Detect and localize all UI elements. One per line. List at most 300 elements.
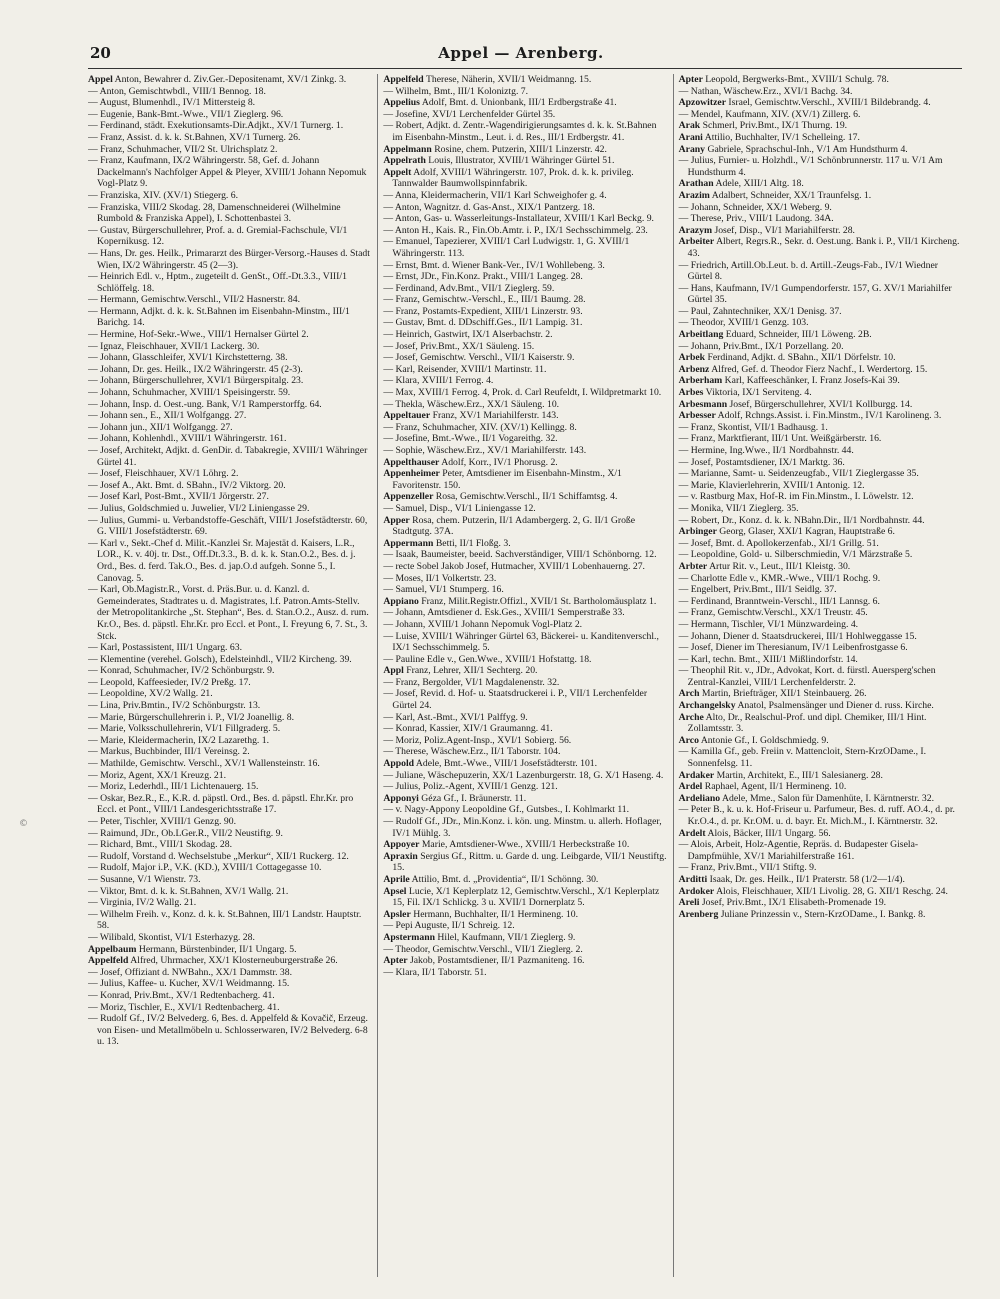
entry-text: — Isaak, Baumeister, beeid. Sachverständiger, VIII/1 Schönborng. 12. [383, 549, 657, 561]
directory-entry [88, 399, 371, 411]
directory-entry [383, 967, 666, 979]
directory-entry [88, 955, 371, 967]
directory-entry [383, 86, 666, 98]
entry-text: — Rudolf Gf., JDr., Min.Konz. i. kön. ung. Minstm. u. allerh. Hoflager, IV/1 Mühlg. 3. [383, 816, 662, 839]
entry-text: Antonie Gf., I. Goldschmiedg. 9. [700, 734, 829, 746]
directory-entry [679, 596, 962, 608]
directory-entry [679, 132, 962, 144]
entry-text: Hilel, Kaufmann, VII/1 Zieglerg. 9. [437, 931, 576, 943]
directory-entry [88, 445, 371, 468]
entry-text: — Klementine (verehel. Golsch), Edelsteinhdl., VII/2 Kircheng. 39. [88, 653, 352, 665]
entry-surname: Appl [383, 665, 404, 677]
directory-entry [88, 758, 371, 770]
entry-text: Attilio, Buchhalter, IV/1 Schelleing. 17. [704, 131, 860, 143]
entry-text: Adolf, Korr., IV/1 Phorusg. 2. [441, 456, 558, 468]
directory-entry [383, 874, 666, 886]
column-right [673, 74, 962, 1277]
entry-surname: Arbek [678, 352, 706, 364]
entry-surname: Arazym [678, 224, 713, 236]
directory-entry [88, 990, 371, 1002]
directory-entry [679, 120, 962, 132]
entry-text: Hermann, Buchhalter, II/1 Hermineng. 10. [413, 908, 578, 920]
directory-entry [679, 341, 962, 353]
directory-entry [88, 97, 371, 109]
entry-surname: Appenzeller [383, 491, 434, 503]
entry-surname: Arbter [678, 560, 708, 572]
directory-entry [88, 225, 371, 248]
entry-surname: Apsel [383, 885, 407, 897]
entry-text: — Julius, Furnier- u. Holzhdl., V/1 Schönbrunnerstr. 117 u. V/1 Am Hundsthurm 4. [678, 155, 943, 178]
directory-entry [383, 584, 666, 596]
directory-entry [679, 178, 962, 190]
entry-text: — Wilhelm Freih. v., Konz. d. k. k. St.Bahnen, III/1 Landstr. Hauptstr. 58. [88, 908, 362, 932]
directory-entry [383, 433, 666, 445]
directory-entry [679, 688, 962, 700]
directory-entry [679, 770, 962, 782]
entry-text: — Franziska, XIV. (XV/1) Stiegerg. 6. [88, 189, 239, 201]
directory-entry [679, 735, 962, 747]
entry-text: Lucie, X/1 Keplerplatz 12, Gemischtw.Verschl., X/1 Keplerplatz 15, Fil. IX/1 Schlickg. 3 u. XVII/1 Dornerplatz 5. [392, 885, 660, 909]
directory-entry [679, 74, 962, 86]
directory-entry [679, 445, 962, 457]
entry-surname: Apstermann [383, 931, 435, 943]
entry-surname: Appelfeld [88, 955, 129, 967]
entry-text: — Hermine, Hof-Sekr.-Wwe., VIII/1 Hernalser Gürtel 2. [88, 329, 309, 341]
directory-entry [679, 283, 962, 306]
directory-entry [383, 607, 666, 619]
entry-text: — Moriz, Poliz.Agent-Insp., XVI/1 Sobierg. 56. [383, 734, 572, 746]
entry-text: Anton, Bewahrer d. Ziv.Ger.-Depositenamt, XV/1 Zinkg. 3. [114, 74, 347, 85]
entry-text: — Viktor, Bmt. d. k. k. St.Bahnen, XV/1 Wallg. 21. [88, 885, 289, 897]
entry-text: — Rudolf, Vorstand d. Wechselstube „Merkur“, XII/1 Ruckerg. 12. [88, 850, 349, 862]
directory-entry [383, 352, 666, 364]
directory-entry [383, 758, 666, 770]
directory-entry [383, 167, 666, 190]
entry-text: — Josef, Diener im Theresianum, IV/1 Leibenfrostgasse 6. [678, 642, 908, 654]
directory-entry [679, 260, 962, 283]
entry-text: — Marie, Kleidermacherin, IX/2 Lazarethg. 1. [88, 734, 270, 746]
directory-entry [88, 746, 371, 758]
entry-surname: Apper [383, 514, 410, 526]
entry-surname: Arani [678, 131, 703, 143]
directory-entry [679, 607, 962, 619]
entry-text: Adalbert, Schneider, XX/1 Traunfelsg. 1. [711, 189, 872, 201]
directory-entry [383, 503, 666, 515]
entry-text: — Eugenie, Bank-Bmt.-Wwe., VII/1 Zieglerg. 96. [88, 108, 284, 120]
directory-entry [383, 515, 666, 538]
directory-entry [679, 236, 962, 259]
entry-text: — Nathan, Wäschew.Erz., XVI/1 Bachg. 34. [678, 85, 853, 97]
directory-entry [679, 329, 962, 341]
entry-text: — Hermann, Adjkt. d. k. k. St.Bahnen im Eisenbahn-Minstm., III/1 Barichg. 14. [88, 305, 350, 329]
directory-entry [88, 642, 371, 654]
entry-surname: Appelbaum [88, 943, 137, 955]
entry-text: — Kamilla Gf., geb. Freiin v. Mattencloit, Stern-KrzODame., I. Sonnenfelsg. 11. [678, 746, 927, 770]
directory-entry [679, 828, 962, 840]
directory-entry [679, 213, 962, 225]
directory-entry [679, 109, 962, 121]
entry-text: Adele, Mme., Salon für Damenhüte, I. Kärntnerstr. 32. [722, 792, 934, 804]
entry-surname: Arditti [678, 873, 708, 885]
entry-text: Géza Gf., I. Bräunerstr. 11. [421, 792, 527, 804]
entry-text: Viktoria, IX/1 Serviteng. 4. [705, 387, 812, 399]
directory-entry [679, 712, 962, 735]
directory-entry [383, 920, 666, 932]
entry-surname: Arberham [678, 375, 723, 387]
entry-text: — Josef, Offiziant d. NWBahn., XX/1 Dammstr. 38. [88, 966, 293, 978]
directory-entry [679, 619, 962, 631]
directory-entry [679, 886, 962, 898]
entry-text: — Hans, Dr. ges. Heilk., Primararzt des Bürger-Versorg.-Hauses d. Stadt Wien, IX/2 Währingerstr. 45 (2—3). [88, 247, 370, 271]
directory-entry [383, 573, 666, 585]
entry-text: — Franz, Schuhmacher, VII/2 St. Ulrichsplatz 2. [88, 143, 278, 155]
directory-entry [88, 909, 371, 932]
directory-entry [679, 433, 962, 445]
entry-text: — Luise, XVIII/1 Währinger Gürtel 63, Bäckerei- u. Kanditenverschl., IX/1 Sechsschimmelg. 5. [383, 630, 659, 654]
entry-text: — Rudolf, Major i.P., V.K. (KD.), XVIII/1 Cottagegasse 10. [88, 862, 322, 874]
entry-text: — Josef, Architekt, Adjkt. d. GenDir. d. Tabakregie, XVIII/1 Währinger Gürtel 41. [88, 445, 368, 468]
entry-text: — Hermann, Tischler, VI/1 Münzwardeing. 4. [678, 618, 859, 630]
entry-surname: Arbesser [678, 410, 716, 422]
directory-page [80, 42, 962, 1277]
entry-text: — Anton H., Kais. R., Fin.Ob.Amtr. i. P., IX/1 Sechsschimmelg. 23. [383, 224, 648, 236]
entry-text: Josef, Disp., VI/1 Mariahilferstr. 28. [714, 224, 855, 236]
entry-text: — Hermann, Gemischtw.Verschl., VII/2 Hasnerstr. 84. [88, 294, 301, 306]
directory-entry [383, 155, 666, 167]
header-rule [88, 68, 962, 69]
entry-text: — Klara, XVIII/1 Ferrog. 4. [383, 375, 494, 387]
entry-text: — Friedrich, Artill.Ob.Leut. b. d. Artill.-Zeugs-Fab., IV/1 Wiedner Gürtel 8. [678, 259, 938, 283]
directory-entry [383, 491, 666, 503]
entry-surname: Appeltauer [383, 410, 431, 422]
directory-entry [679, 839, 962, 862]
running-head: Appel — Arenberg. [438, 44, 604, 62]
directory-entry [679, 225, 962, 237]
directory-entry [88, 1013, 371, 1048]
entry-text: — Johann, Bürgerschullehrer, XVI/1 Bürgerspitalg. 23. [88, 375, 304, 387]
directory-entry [88, 387, 371, 399]
entry-text: Jakob, Postamtsdiener, II/1 Pazmaniteng. 16. [409, 955, 585, 967]
directory-entry [383, 688, 666, 711]
directory-entry [383, 341, 666, 353]
column-middle [377, 74, 666, 1277]
entry-surname: Apponyi [383, 792, 419, 804]
entry-text: Betti, II/1 Floßg. 3. [435, 537, 511, 549]
directory-entry [88, 86, 371, 98]
directory-entry [88, 422, 371, 434]
entry-text: — Raimund, JDr., Ob.LGer.R., VII/2 Neustiftg. 9. [88, 827, 283, 839]
entry-text: — Richard, Bmt., VIII/1 Skodag. 28. [88, 839, 233, 851]
entry-text: — Pauline Edle v., Gen.Wwe., XVIII/1 Hofstattg. 18. [383, 653, 592, 665]
entry-text: — Johann, Kohlenhdl., XVIII/1 Währingerstr. 161. [88, 433, 287, 445]
directory-entry [679, 364, 962, 376]
directory-entry [88, 944, 371, 956]
directory-entry [88, 515, 371, 538]
directory-entry [383, 144, 666, 156]
entry-text: — Moriz, Tischler, E., XVI/1 Redtenbacherg. 41. [88, 1001, 280, 1013]
entry-text: Eduard, Schneider, III/1 Löweng. 2B. [725, 329, 872, 341]
page-number: 20 [90, 44, 111, 62]
directory-entry [88, 677, 371, 689]
directory-entry [383, 445, 666, 457]
directory-entry [383, 712, 666, 724]
entry-text: — Charlotte Edle v., KMR.-Wwe., VIII/1 Rochg. 9. [678, 572, 881, 584]
directory-entry [679, 202, 962, 214]
entry-text: — Johann jun., XII/1 Wolfgangg. 27. [88, 421, 233, 433]
directory-entry [383, 793, 666, 805]
directory-entry [88, 781, 371, 793]
directory-entry [383, 944, 666, 956]
directory-entry [88, 155, 371, 190]
entry-text: — Klara, II/1 Taborstr. 51. [383, 966, 487, 978]
entry-text: Peter, Amtsdiener im Eisenbahn-Minstm., X/1 Favoritenstr. 150. [392, 468, 622, 491]
directory-entry [383, 410, 666, 422]
entry-text: — Johann, Dr. ges. Heilk., IX/2 Währingerstr. 45 (2-3). [88, 363, 303, 375]
directory-entry [383, 619, 666, 631]
directory-entry [679, 909, 962, 921]
entry-text: Alois, Bäcker, III/1 Ungarg. 56. [707, 827, 831, 839]
entry-surname: Appenheimer [383, 468, 440, 480]
entry-text: Ferdinand, Adjkt. d. SBahn., XII/1 Dörfelstr. 10. [707, 352, 896, 364]
entry-text: — Karl v., Sekt.-Chef d. Milit.-Kanzlei Sr. Majestät d. Kaisers, L.R., LOR., K. v. 40j. tr. Dst., Off.Dt.3.3., B. d. k. k. Stan.O.2., Bes. d. j. Ord., Bes. d. ferd. Tak.O., Bes. d. jap.O.d aufgeh. Sonne 5., I. Canovag. 5. [88, 537, 356, 584]
directory-entry [88, 700, 371, 712]
entry-text: — Hermine, Ing.Wwe., II/1 Nordbahnstr. 44. [678, 445, 854, 456]
entry-text: — Monika, VII/1 Zieglerg. 35. [678, 502, 799, 514]
entry-surname: Arbeiter [678, 236, 715, 248]
directory-entry [679, 561, 962, 573]
columns [88, 74, 962, 1277]
entry-surname: Arbes [678, 387, 704, 399]
entry-text: — Therese, Priv., VIII/1 Laudong. 34A. [678, 213, 834, 225]
entry-text: — Karl, Reisender, XVIII/1 Martinstr. 11. [383, 363, 547, 375]
directory-entry [679, 387, 962, 399]
entry-text: — Virginia, IV/2 Wallg. 21. [88, 897, 197, 909]
directory-entry [88, 665, 371, 677]
directory-entry [679, 746, 962, 769]
entry-text: Schmerl, Priv.Bmt., IX/1 Thurng. 19. [702, 120, 848, 132]
directory-entry [679, 468, 962, 480]
directory-entry [88, 120, 371, 132]
entry-text: Adolf, Bmt. d. Unionbank, III/1 Erdbergstraße 41. [421, 97, 617, 109]
entry-surname: Appelrath [383, 155, 426, 167]
directory-entry [88, 967, 371, 979]
directory-entry [679, 86, 962, 98]
entry-text: Rosa, chem. Putzerin, II/1 Adambergerg. 2, G. II/1 Große Stadtgutg. 37A. [392, 514, 636, 538]
entry-surname: Apter [678, 74, 703, 85]
entry-surname: Arany [678, 143, 706, 155]
directory-entry [88, 723, 371, 735]
directory-entry [679, 375, 962, 387]
directory-entry [679, 654, 962, 666]
directory-entry [383, 816, 666, 839]
entry-text: Isaak, Dr. ges. Heilk., II/1 Praterstr. 58 (1/2—1/4). [709, 873, 905, 885]
entry-surname: Archangelsky [678, 700, 736, 712]
entry-text: Anatol, Psalmensänger und Diener d. russ. Kirche. [737, 700, 934, 712]
entry-text: — Johann, Schuhmacher, XVIII/1 Speisingerstr. 59. [88, 387, 291, 399]
directory-entry [679, 862, 962, 874]
directory-entry [679, 700, 962, 712]
entry-text: Raphael, Agent, II/1 Hermineng. 10. [704, 781, 847, 793]
directory-entry [679, 422, 962, 434]
entry-text: — Josef, Fleischhauer, XV/1 Löhrg. 2. [88, 468, 239, 480]
entry-text: — Josefine, Bmt.-Wwe., II/1 Vogareithg. 32. [383, 433, 558, 445]
entry-text: — Gustav, Bmt. d. DDschiff.Ges., II/1 Lampig. 31. [383, 317, 583, 329]
entry-text: — Hans, Kaufmann, IV/1 Gumpendorferstr. 157, G. XV/1 Mariahilfer Gürtel 35. [678, 282, 952, 306]
entry-surname: Appelius [383, 97, 420, 109]
entry-text: — Franz, Bergolder, VI/1 Magdalenenstr. 32. [383, 676, 560, 688]
entry-text: — Marie, Volksschullehrerin, VI/1 Fillgraderg. 5. [88, 723, 281, 735]
directory-entry [679, 480, 962, 492]
directory-entry [679, 665, 962, 688]
directory-entry [88, 538, 371, 584]
directory-entry [88, 468, 371, 480]
entry-text: — Julius, Goldschmied u. Juwelier, VI/2 Liniengasse 29. [88, 502, 310, 514]
directory-entry [383, 375, 666, 387]
entry-surname: Appel [88, 74, 113, 85]
entry-text: — Ferdinand, Branntwein-Verschl., III/1 Lannsg. 6. [678, 595, 880, 607]
entry-text: — Franziska, VIII/2 Skodag. 28, Damenschneiderei (Wilhelmine Rumbold & Franziska Appel), I. Schottenbastei 3. [88, 201, 341, 225]
entry-text: — Johann, Amtsdiener d. Esk.Ges., XVIII/1 Semperstraße 33. [383, 607, 625, 619]
directory-entry [383, 955, 666, 967]
entry-text: — Wilhelm, Bmt., III/1 Koloniztg. 7. [383, 85, 529, 97]
entry-text: Josef, Bürgerschullehrer, XVI/1 Kollburgg. 14. [729, 398, 913, 410]
entry-text: — Anton, Wagnitzr. d. Gas-Anst., XIX/1 Pantzerg. 18. [383, 201, 595, 213]
directory-entry [88, 410, 371, 422]
entry-text: — Johann, Schneider, XX/1 Weberg. 9. [678, 201, 832, 213]
entry-text: Alfred, Gef. d. Theodor Fierz Nachf., I. Werdertorg. 15. [711, 363, 928, 375]
entry-text: — Mathilde, Gemischtw. Verschl., XV/1 Wallensteinstr. 16. [88, 758, 320, 770]
entry-surname: Arak [678, 120, 701, 132]
entry-text: — Juliane, Wäschepuzerin, XX/1 Lazenburgerstr. 18, G. X/1 Haseng. 4. [383, 769, 664, 781]
entry-surname: Appermann [383, 537, 434, 549]
directory-entry [88, 271, 371, 294]
entry-text: — Engelbert, Priv.Bmt., III/1 Seidlg. 37. [678, 584, 837, 596]
directory-entry [679, 503, 962, 515]
directory-entry [383, 561, 666, 573]
entry-text: — Konrad, Schuhmacher, IV/2 Schönburgstr. 9. [88, 665, 275, 677]
directory-entry [383, 746, 666, 758]
directory-entry [88, 433, 371, 445]
directory-entry [383, 804, 666, 816]
entry-text: — Josef, Revid. d. Hof- u. Staatsdruckerei i. P., VII/1 Lerchenfelder Gürtel 24. [383, 688, 648, 712]
entry-text: — Karl, techn. Bmt., XIII/1 Mißlindorfstr. 14. [678, 653, 858, 665]
entry-text: Adele, XIII/1 Altg. 18. [715, 178, 804, 190]
directory-entry [88, 352, 371, 364]
entry-text: — Max, XVIII/1 Ferrog. 4, Prok. d. Carl Reufeldt, I. Wildpretmarkt 10. [383, 387, 662, 399]
entry-text: — Franz, Marktfierant, III/1 Unt. Weißgärberstr. 16. [678, 433, 882, 445]
entry-text: — Franz, Schuhmacher, XIV. (XV/1) Kellingg. 8. [383, 421, 577, 433]
entry-surname: Arch [678, 688, 700, 700]
entry-surname: Arathan [678, 178, 714, 190]
directory-entry [88, 132, 371, 144]
directory-entry [679, 642, 962, 654]
entry-text: Juliane Prinzessin v., Stern-KrzODame., I. Bankg. 8. [720, 908, 926, 920]
directory-entry [679, 515, 962, 527]
entry-text: — Johann, Diener d. Staatsdruckerei, III/1 Hohlweggasse 15. [678, 630, 917, 642]
directory-entry [383, 770, 666, 782]
entry-text: — Robert, Dr., Konz. d. k. k. NBahn.Dir., II/1 Nordbahnstr. 44. [678, 514, 925, 526]
directory-entry [679, 144, 962, 156]
entry-text: — Konrad, Kassier, XIV/1 Graumanng. 41. [383, 723, 553, 735]
entry-text: — Franz, Skontist, VII/1 Badhausg. 1. [678, 421, 828, 433]
directory-entry [383, 468, 666, 491]
directory-entry [679, 897, 962, 909]
entry-text: — Johann, Insp. d. Oest.-ung. Bank, V/1 Ramperstorffg. 64. [88, 398, 322, 410]
entry-text: — Susanne, V/1 Wienstr. 73. [88, 873, 201, 885]
entry-surname: Appold [383, 758, 415, 770]
directory-entry [88, 828, 371, 840]
entry-text: — Ernst, Bmt. d. Wiener Bank-Ver., IV/1 Wohllebeng. 3. [383, 259, 605, 271]
entry-text: — Josef, Gemischtw. Verschl., VII/1 Kaiserstr. 9. [383, 352, 575, 364]
entry-text: Sergius Gf., Rittm. u. Garde d. ung. Leibgarde, VII/1 Neustiftg. 15. [392, 850, 667, 874]
entry-surname: Arenberg [678, 908, 719, 920]
directory-entry [383, 723, 666, 735]
entry-text: Karl, Kaffeeschänker, I. Franz Josefs-Kai 39. [724, 375, 900, 387]
directory-entry [88, 480, 371, 492]
entry-text: — Josef A., Akt. Bmt. d. SBahn., IV/2 Viktorg. 20. [88, 479, 286, 491]
entry-text: — Johann, Priv.Bmt., IX/1 Porzellang. 20. [678, 340, 844, 352]
entry-surname: Arbenz [678, 363, 710, 375]
directory-entry [88, 851, 371, 863]
entry-surname: Arbeitlang [678, 329, 724, 341]
entry-text: — Franz, Assist. d. k. k. St.Bahnen, XV/1 Turnerg. 26. [88, 131, 301, 143]
directory-entry [88, 770, 371, 782]
directory-entry [383, 306, 666, 318]
entry-text: Rosa, Gemischtw.Verschl., II/1 Schiffamtsg. 4. [435, 491, 618, 503]
entry-text: — Karl, Postassistent, III/1 Ungarg. 63. [88, 642, 242, 654]
directory-entry [88, 862, 371, 874]
entry-text: — Ferdinand, Adv.Bmt., VII/1 Zieglerg. 59. [383, 282, 555, 294]
entry-text: — recte Sobel Jakob Josef, Hutmacher, XVIII/1 Lobenhauerng. 27. [383, 560, 645, 572]
entry-surname: Appiano [383, 595, 419, 607]
entry-text: — Josef, Priv.Bmt., XX/1 Säuleng. 15. [383, 340, 535, 352]
directory-entry [679, 631, 962, 643]
entry-surname: Ardoker [678, 885, 715, 897]
entry-text: Albert, Regrs.R., Sekr. d. Oest.ung. Bank i. P., VII/1 Kircheng. 43. [687, 236, 960, 259]
directory-entry [383, 260, 666, 272]
directory-entry [383, 654, 666, 666]
directory-entry [88, 144, 371, 156]
directory-entry [88, 816, 371, 828]
directory-entry [383, 596, 666, 608]
directory-entry [88, 294, 371, 306]
entry-surname: Apsler [383, 908, 411, 920]
entry-surname: Arco [678, 734, 699, 746]
directory-entry [88, 712, 371, 724]
directory-entry [88, 932, 371, 944]
directory-entry [383, 457, 666, 469]
entry-surname: Ardel [678, 781, 703, 793]
directory-entry [383, 317, 666, 329]
entry-text: — Marie, Klavierlehrerin, XVIII/1 Antonig. 12. [678, 479, 865, 491]
directory-entry [88, 688, 371, 700]
entry-text: — Josef Karl, Post-Bmt., XVII/1 Jörgerstr. 27. [88, 491, 269, 503]
entry-text: Attilio, Bmt. d. „Providentia“, II/1 Schönng. 30. [411, 873, 599, 885]
entry-text: — Franz, Kaufmann, IX/2 Währingerstr. 58, Gef. d. Johann Dackelmann's Nachfolger Appel & Pleyer, XVIII/1 Johann Nepomuk Vogl-Platz 9. [88, 155, 367, 190]
directory-entry [383, 932, 666, 944]
entry-text: — Samuel, Disp., VI/1 Liniengasse 12. [383, 502, 536, 514]
entry-surname: Apraxin [383, 850, 418, 862]
entry-text: — Leopoldine, XV/2 Wallg. 21. [88, 688, 213, 700]
entry-text: — Gustav, Bürgerschullehrer, Prof. a. d. Gremial-Fachschule, VI/1 Kopernikusg. 12. [88, 224, 348, 248]
directory-entry [679, 491, 962, 503]
directory-entry [88, 329, 371, 341]
entry-text: — Theodor, Gemischtw.Verschl., VII/1 Zieglerg. 2. [383, 943, 583, 955]
entry-text: — Alois, Arbeit, Holz-Agentie, Repräs. d. Budapester Gisela-Dampfmühle, XV/1 Mariahilferstraße 161. [678, 839, 919, 862]
directory-entry [88, 503, 371, 515]
directory-entry [88, 874, 371, 886]
directory-entry [383, 294, 666, 306]
